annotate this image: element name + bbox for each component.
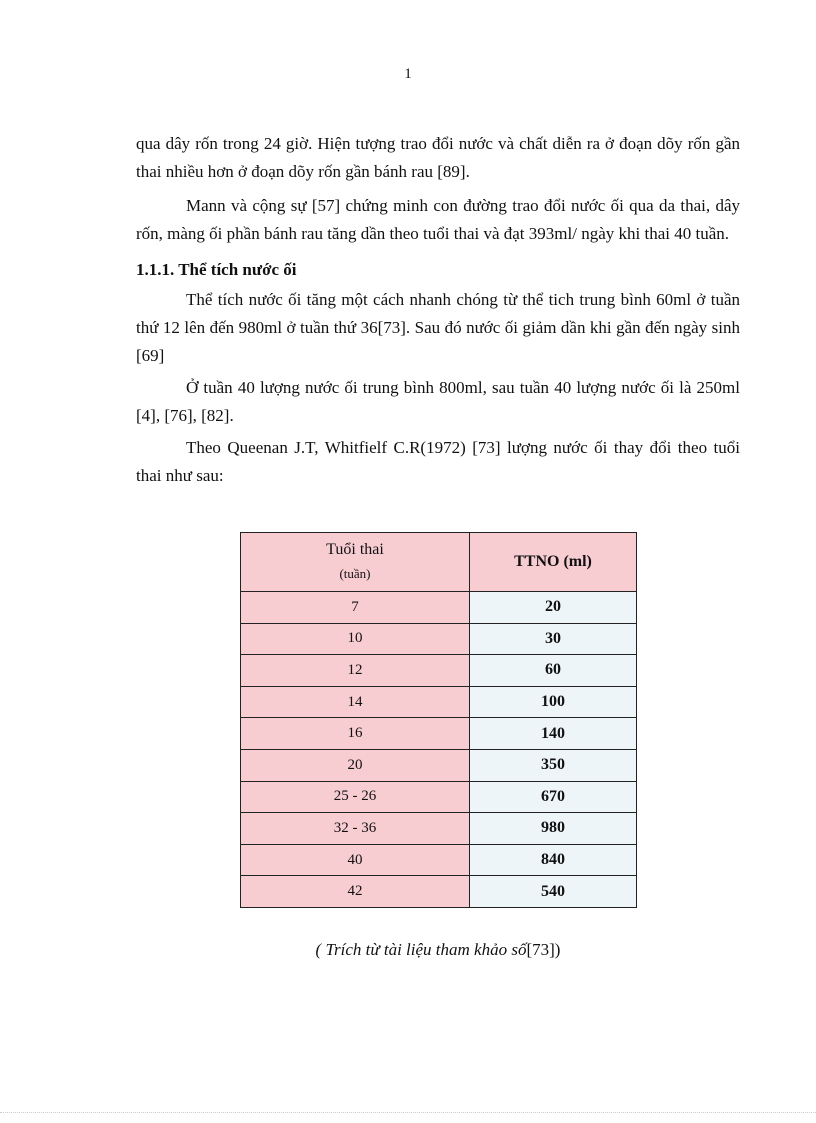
table-row: [241, 876, 637, 908]
cell-age: 25 - 26: [241, 781, 470, 813]
table-row: [241, 592, 637, 624]
cell-age: 40: [241, 844, 470, 876]
section-heading: 1.1.1. Thể tích nước ối: [136, 260, 297, 279]
cell-volume: 100: [470, 686, 637, 718]
cell-volume: 980: [470, 813, 637, 845]
table-row: [241, 686, 637, 718]
paragraph-1: qua dây rốn trong 24 giờ. Hiện tượng trao đổi nước và chất diễn ra ở đoạn dõy rốn gần thai nhiều hơn ở đoạn dõy rốn gần bánh rau [89].: [136, 134, 740, 181]
table-row: [241, 781, 637, 813]
table-row: [241, 718, 637, 750]
cell-volume: 140: [470, 718, 637, 750]
cell-volume: 20: [470, 592, 637, 624]
table-row: [241, 655, 637, 687]
cell-volume: 540: [470, 876, 637, 908]
cell-age: 42: [241, 876, 470, 908]
cell-age: 32 - 36: [241, 813, 470, 845]
table-row: [241, 813, 637, 845]
cell-volume: 60: [470, 655, 637, 687]
paragraph-2: Mann và cộng sự [57] chứng minh con đường trao đổi nước ối qua da thai, dây rốn, màng ối phần bánh rau tăng dần theo tuổi thai và đạt 393ml/ ngày khi thai 40 tuần.: [136, 196, 740, 243]
table-row: [241, 623, 637, 655]
paragraph-5: Theo Queenan J.T, Whitfielf C.R(1972) [73] lượng nước ối thay đổi theo tuổi thai như sau:: [136, 438, 740, 485]
table-citation: [0, 940, 816, 960]
cell-volume: 840: [470, 844, 637, 876]
cell-volume: 350: [470, 749, 637, 781]
citation-ref: [73]): [526, 940, 561, 959]
cell-age: 12: [241, 655, 470, 687]
cell-volume: 30: [470, 623, 637, 655]
amniotic-volume-table: [240, 532, 637, 908]
table-row: [241, 749, 637, 781]
header-volume: TTNO (ml): [470, 533, 637, 592]
header-age-label: Tuổi thai: [326, 541, 384, 558]
cell-volume: 670: [470, 781, 637, 813]
paragraph-3: Thể tích nước ối tăng một cách nhanh chóng từ thể tich trung bình 60ml ở tuần thứ 12 lên đến 980ml ở tuần thứ 36[73]. Sau đó nước ối giảm dần khi gần đến ngày sinh [69]: [136, 290, 740, 365]
page-bottom-rule: [0, 1112, 816, 1113]
table-header-row: [241, 533, 637, 592]
document-body: [136, 130, 740, 490]
cell-age: 20: [241, 749, 470, 781]
table-row: [241, 844, 637, 876]
paragraph-4: Ở tuần 40 lượng nước ối trung bình 800ml, sau tuần 40 lượng nước ối là 250ml [4], [76], [82].: [136, 378, 740, 425]
page-number: 1: [404, 66, 412, 82]
cell-age: 10: [241, 623, 470, 655]
cell-age: 7: [241, 592, 470, 624]
citation-text: ( Trích từ tài liệu tham khảo số: [315, 940, 527, 959]
cell-age: 16: [241, 718, 470, 750]
header-gestational-age: [241, 533, 470, 592]
header-age-unit: (tuần): [339, 566, 371, 581]
cell-age: 14: [241, 686, 470, 718]
